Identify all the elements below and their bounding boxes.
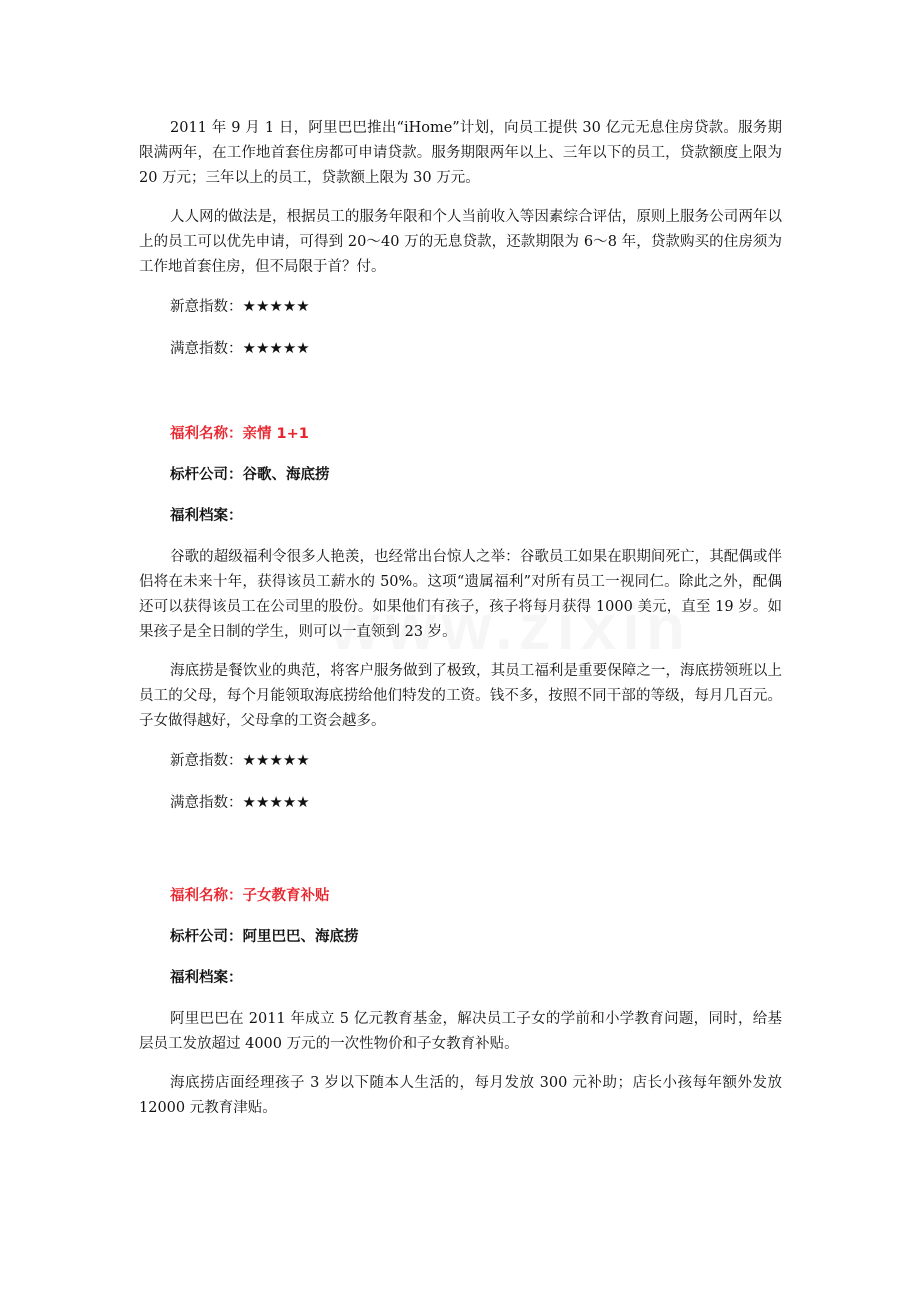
benefit-archive-heading: 福利档案： bbox=[170, 508, 243, 524]
novelty-label: 新意指数： bbox=[170, 299, 243, 315]
satisfaction-rating bbox=[170, 790, 782, 816]
document-body bbox=[139, 116, 782, 1135]
satisfaction-stars: ★★★★★ bbox=[242, 339, 310, 357]
benefit-name-heading: 福利名称：子女教育补贴 bbox=[170, 888, 330, 904]
novelty-stars: ★★★★★ bbox=[242, 751, 310, 769]
paragraph-alibaba-education-fund: 阿里巴巴在 2011 年成立 5 亿元教育基金，解决员工子女的学前和小学教育问题，同时，给基层员工发放超过 4000 万元的一次性物价和子女教育补贴。 bbox=[139, 1011, 782, 1052]
paragraph-renren-loan: 人人网的做法是，根据员工的服务年限和个人当前收入等因素综合评估，原则上服务公司两年以上的员工可以优先申请，可得到 20～40 万的无息贷款，还款期限为 6～8 年，贷款购买的住房须为工作地首套住房，但不局限于首？付。 bbox=[139, 209, 782, 275]
satisfaction-rating bbox=[170, 336, 782, 362]
benefit-name-heading: 福利名称：亲情 1+1 bbox=[170, 426, 309, 442]
novelty-rating bbox=[170, 748, 782, 774]
satisfaction-stars: ★★★★★ bbox=[242, 793, 310, 811]
benchmark-company-heading: 标杆公司：谷歌、海底捞 bbox=[170, 467, 330, 483]
satisfaction-label: 满意指数： bbox=[170, 795, 243, 811]
benefit-archive-heading: 福利档案： bbox=[170, 970, 243, 986]
paragraph-alibaba-ihome: 2011 年 9 月 1 日，阿里巴巴推出“iHome”计划，向员工提供 30 亿元无息住房贷款。服务期限满两年，在工作地首套住房都可申请贷款。服务期限两年以上、三年以下的员工，贷款额度上限为 20 万元；三年以上的员工，贷款额上限为 30 万元。 bbox=[139, 120, 782, 186]
novelty-stars: ★★★★★ bbox=[242, 297, 310, 315]
paragraph-haidilao-education-subsidy: 海底捞店面经理孩子 3 岁以下随本人生活的，每月发放 300 元补助；店长小孩每年额外发放 12000 元教育津贴。 bbox=[139, 1075, 782, 1116]
novelty-label: 新意指数： bbox=[170, 753, 243, 769]
paragraph-haidilao-parents: 海底捞是餐饮业的典范，将客户服务做到了极致，其员工福利是重要保障之一，海底捞领班以上员工的父母，每个月能领取海底捞给他们特发的工资。钱不多，按照不同干部的等级，每月几百元。子女做得越好，父母拿的工资会越多。 bbox=[139, 663, 782, 729]
benchmark-company-heading: 标杆公司：阿里巴巴、海底捞 bbox=[170, 929, 359, 945]
satisfaction-label: 满意指数： bbox=[170, 341, 243, 357]
paragraph-google-benefit: 谷歌的超级福利令很多人艳羡，也经常出台惊人之举：谷歌员工如果在职期间死亡，其配偶或伴侣将在未来十年，获得该员工薪水的 50%。这项“遗属福利”对所有员工一视同仁。除此之外，配偶还可以获得该员工在公司里的股份。如果他们有孩子，孩子将每月获得 1000 美元，直至 19 岁。如果孩子是全日制的学生，则可以一直领到 23 岁。 bbox=[139, 549, 782, 640]
novelty-rating bbox=[170, 294, 782, 320]
